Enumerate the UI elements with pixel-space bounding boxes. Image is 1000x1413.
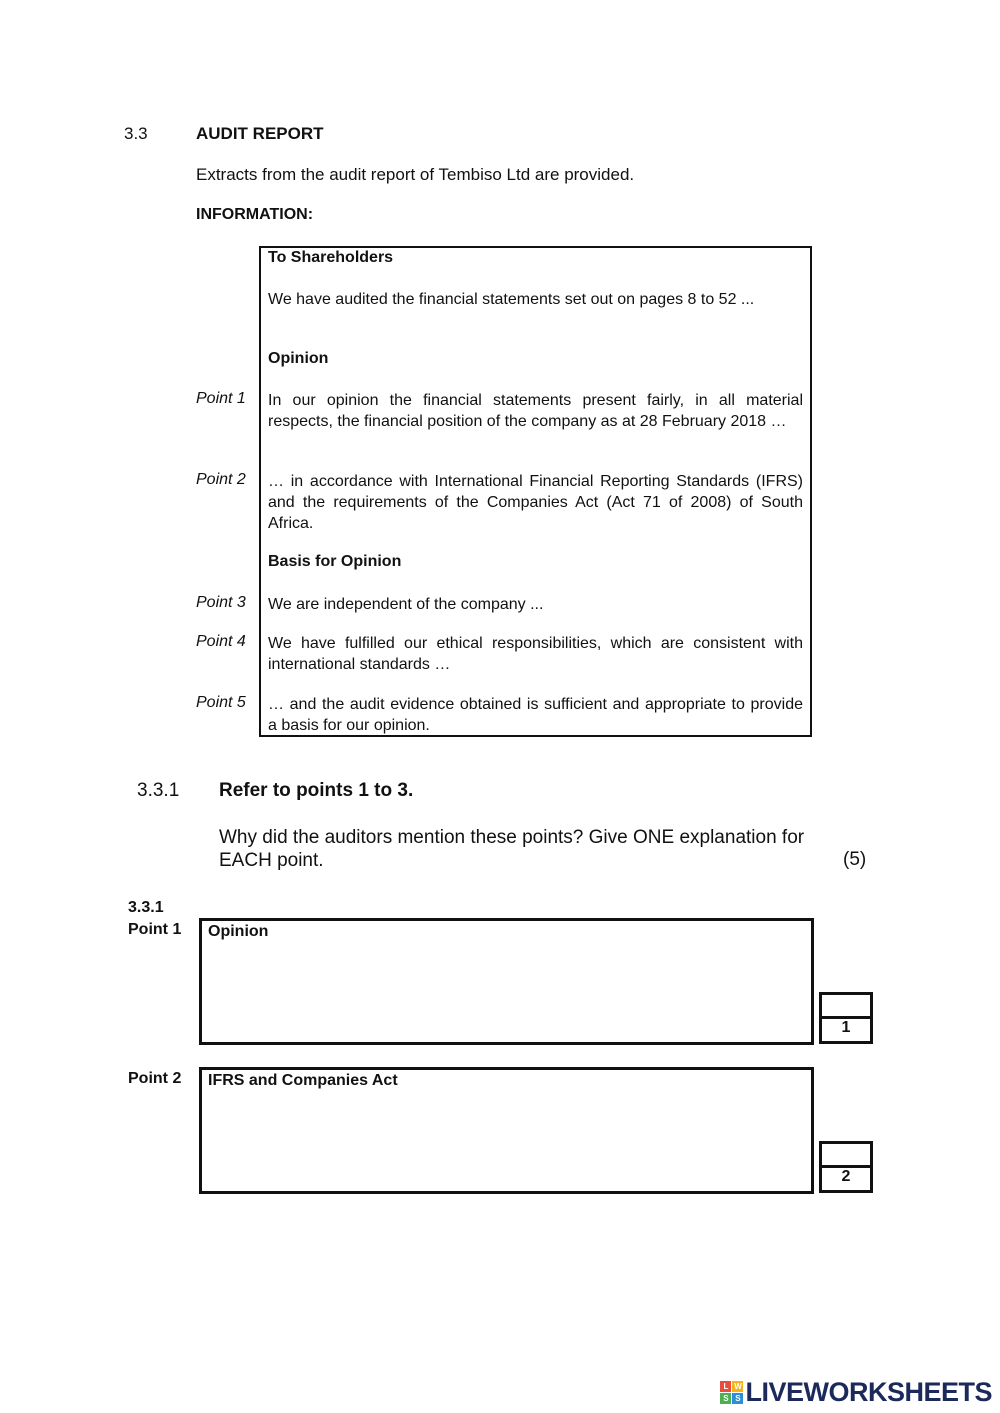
mark-box xyxy=(819,1141,873,1193)
point-label: Point 4 xyxy=(196,633,246,650)
point-label: Point 1 xyxy=(196,390,246,407)
point-text: We are independent of the company ... xyxy=(268,596,544,613)
question-marks: (5) xyxy=(843,849,867,870)
answer-point-label: Point 1 xyxy=(128,921,182,938)
report-paragraph: We have audited the financial statements set out on pages 8 to 52 ... xyxy=(268,291,755,308)
liveworksheets-logo xyxy=(720,1377,992,1408)
opinion-heading: Opinion xyxy=(268,350,329,367)
brand-name: LIVEWORKSHEETS xyxy=(745,1377,992,1407)
answer-field-point-2[interactable] xyxy=(199,1067,814,1194)
point-label: Point 5 xyxy=(196,694,246,711)
point-label: Point 2 xyxy=(196,471,246,488)
answer-section-number: 3.3.1 xyxy=(128,899,164,916)
mark-box xyxy=(819,992,873,1044)
answer-field-point-1[interactable] xyxy=(199,918,814,1045)
point-text: In our opinion the financial statements present fairly, in all material respects, the financial position of the company as at 28 February 2018 … xyxy=(268,392,803,430)
mark-value: 1 xyxy=(841,1019,851,1036)
question-title: Refer to points 1 to 3. xyxy=(219,780,414,801)
information-label: INFORMATION: xyxy=(196,206,314,223)
section-number: 3.3 xyxy=(124,124,148,143)
point-label: Point 3 xyxy=(196,594,246,611)
question-number: 3.3.1 xyxy=(137,780,180,801)
answer-point-label: Point 2 xyxy=(128,1070,182,1087)
point-text: … and the audit evidence obtained is sufficient and appropriate to provide a basis for our opinion. xyxy=(268,696,803,734)
mark-value: 2 xyxy=(841,1168,851,1185)
section-title: AUDIT REPORT xyxy=(196,124,324,143)
point-text: We have fulfilled our ethical responsibilities, which are consistent with international standards … xyxy=(268,635,803,673)
intro-text: Extracts from the audit report of Tembiso Ltd are provided. xyxy=(196,165,635,184)
answer-field-title: Opinion xyxy=(208,923,269,940)
point-text: … in accordance with International Financial Reporting Standards (IFRS) and the requirements of the Companies Act (Act 71 of 2008) of South Africa. xyxy=(268,473,803,532)
report-heading: To Shareholders xyxy=(268,249,394,266)
logo-mark-icon: L W S S xyxy=(720,1381,743,1404)
answer-field-title: IFRS and Companies Act xyxy=(208,1072,398,1089)
question-text: Why did the auditors mention these points? Give ONE explanation for EACH point. xyxy=(219,827,805,871)
basis-heading: Basis for Opinion xyxy=(268,553,402,570)
